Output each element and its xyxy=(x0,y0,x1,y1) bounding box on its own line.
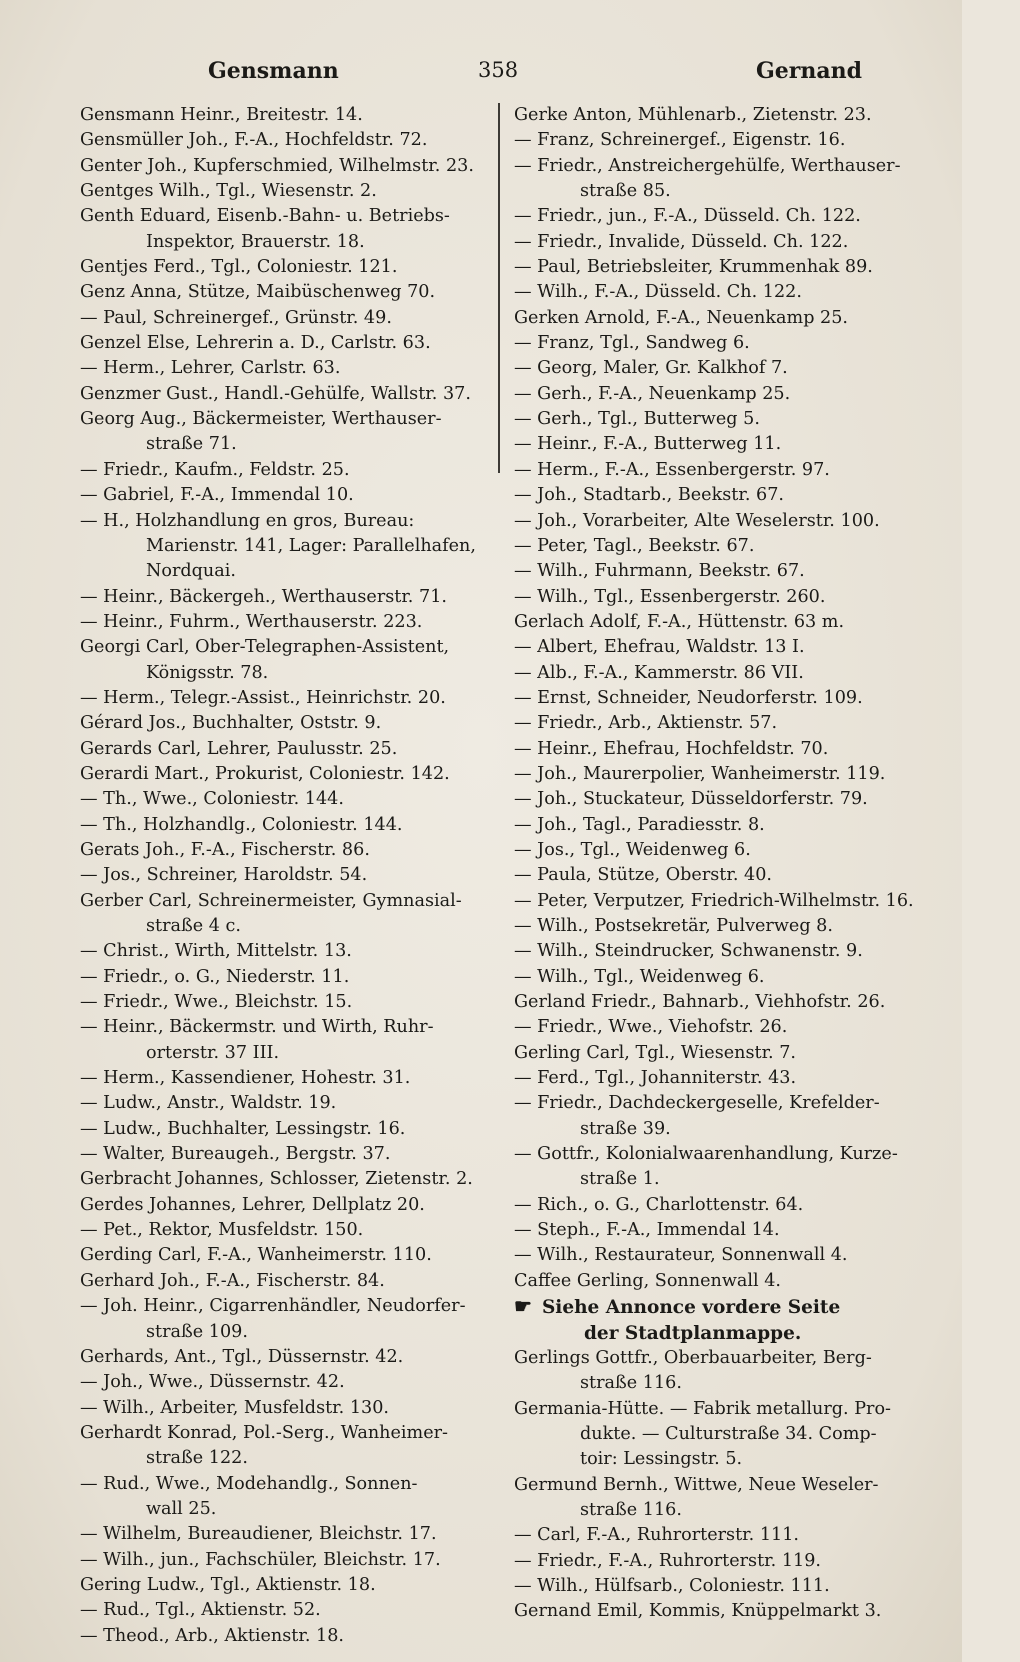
directory-entry: — Pet., Rektor, Musfeldstr. 150. xyxy=(80,1220,364,1241)
header-left-keyword: Gensmann xyxy=(208,58,339,84)
page-number: 358 xyxy=(478,58,519,82)
directory-entry: — Theod., Arb., Aktienstr. 18. xyxy=(80,1625,345,1646)
entry-continuation: straße 116. xyxy=(580,1373,682,1394)
entry-line: — Joh. Heinr., Cigarrenhändler, Neudorfer- xyxy=(80,1296,466,1317)
directory-entry: — Jos., Tgl., Weidenweg 6. xyxy=(514,839,751,860)
directory-entry: — Friedr., Arb., Aktienstr. 57. xyxy=(514,713,778,734)
directory-entry: Caffee Gerling, Sonnenwall 4. xyxy=(514,1270,782,1291)
entry-line: — Friedr., Anstreichergehülfe, Werthauser- xyxy=(514,155,901,176)
directory-entry: — Friedr., Wwe., Bleichstr. 15. xyxy=(80,992,353,1013)
directory-entry: — Joh., Stadtarb., Beekstr. 67. xyxy=(514,485,784,506)
directory-entry: Gering Ludw., Tgl., Aktienstr. 18. xyxy=(80,1574,376,1595)
directory-entry xyxy=(80,1472,485,1523)
directory-entry: — Franz, Tgl., Sandweg 6. xyxy=(514,333,750,354)
directory-entry: — Joh., Tagl., Paradiesstr. 8. xyxy=(514,814,765,835)
entry-line: — Friedr., Dachdeckergeselle, Krefelder- xyxy=(514,1093,880,1114)
directory-entry xyxy=(514,1346,926,1397)
entry-continuation: straße 71. xyxy=(146,434,237,455)
directory-entry: — Wilh., Tgl., Weidenweg 6. xyxy=(514,966,765,987)
directory-entry: — Wilh., Restaurateur, Sonnenwall 4. xyxy=(514,1245,848,1266)
directory-entry xyxy=(80,1421,485,1472)
directory-entry: Gerdes Johannes, Lehrer, Dellplatz 20. xyxy=(80,1194,425,1215)
directory-entry xyxy=(80,509,485,585)
entry-line: Gerber Carl, Schreinermeister, Gymnasial- xyxy=(80,890,462,911)
entry-continuation: straße 39. xyxy=(580,1118,671,1139)
directory-entry: — Steph., F.-A., Immendal 14. xyxy=(514,1220,780,1241)
directory-entry: Gerhards, Ant., Tgl., Düssernstr. 42. xyxy=(80,1346,404,1367)
directory-entry: — Friedr., F.-A., Ruhrorterstr. 119. xyxy=(514,1550,821,1571)
directory-entry: Gentjes Ferd., Tgl., Coloniestr. 121. xyxy=(80,257,398,278)
directory-entry: — Georg, Maler, Gr. Kalkhof 7. xyxy=(514,358,788,379)
directory-entry: — Wilh., Arbeiter, Musfeldstr. 130. xyxy=(80,1397,390,1418)
directory-entry: — Joh., Wwe., Düssernstr. 42. xyxy=(80,1372,345,1393)
directory-entry xyxy=(514,1473,926,1524)
directory-entry: — Heinr., Bäckergeh., Werthauserstr. 71. xyxy=(80,586,447,607)
directory-entry: — Ernst, Schneider, Neudorferstr. 109. xyxy=(514,687,863,708)
directory-entry xyxy=(514,1397,926,1473)
directory-entry: — Friedr., Kaufm., Feldstr. 25. xyxy=(80,459,350,480)
annonce-notice xyxy=(514,1294,926,1346)
directory-entry: — Wilh., Postsekretär, Pulverweg 8. xyxy=(514,916,833,936)
directory-entry: Gerbracht Johannes, Schlosser, Zietenstr. 2. xyxy=(80,1169,473,1190)
directory-entry: — Joh., Maurerpolier, Wanheimerstr. 119. xyxy=(514,763,886,784)
directory-entry: — Walter, Bureaugeh., Bergstr. 37. xyxy=(80,1144,391,1165)
directory-entry: Genter Joh., Kupferschmied, Wilhelmstr. 23. xyxy=(80,155,474,176)
page-header xyxy=(78,58,892,94)
directory-entry: — Jos., Schreiner, Haroldstr. 54. xyxy=(80,865,368,886)
directory-entry: Gerats Joh., F.-A., Fischerstr. 86. xyxy=(80,839,370,860)
right-column-entries xyxy=(514,103,926,1294)
directory-entry: Gérard Jos., Buchhalter, Oststr. 9. xyxy=(80,713,382,734)
entry-continuation: straße 122. xyxy=(146,1448,248,1469)
entry-continuation: Inspektor, Brauerstr. 18. xyxy=(146,231,365,252)
directory-entry: — Heinr., Fuhrm., Werthauserstr. 223. xyxy=(80,611,423,632)
entry-line: — H., Holzhandlung en gros, Bureau: xyxy=(80,510,415,531)
directory-entry: — Wilh., Tgl., Essenbergerstr. 260. xyxy=(514,586,826,607)
directory-entry: — Herm., Lehrer, Carlstr. 63. xyxy=(80,358,341,379)
directory-entry: — Carl, F.-A., Ruhrorterstr. 111. xyxy=(514,1525,799,1546)
directory-entry: Genzel Else, Lehrerin a. D., Carlstr. 63. xyxy=(80,333,431,354)
entry-continuation: wall 25. xyxy=(146,1498,217,1519)
entry-continuation: Marienstr. 141, Lager: Parallelhafen, xyxy=(146,535,476,556)
directory-entry: — Wilh., Hülfsarb., Coloniestr. 111. xyxy=(514,1575,830,1596)
entry-continuation: toir: Lessingstr. 5. xyxy=(580,1449,743,1470)
directory-entry: — Wilh., Steindrucker, Schwanenstr. 9. xyxy=(514,941,863,962)
directory-entry: — Gabriel, F.-A., Immendal 10. xyxy=(80,485,354,506)
directory-entry: — Ferd., Tgl., Johanniterstr. 43. xyxy=(514,1068,797,1089)
entry-line: Georgi Carl, Ober-Telegraphen-Assistent, xyxy=(80,637,450,658)
notice-line-2: der Stadtplanmappe. xyxy=(584,1322,802,1344)
header-right-keyword: Gernand xyxy=(755,58,862,84)
directory-entry: — Heinr., F.-A., Butterweg 11. xyxy=(514,434,782,455)
entry-line: Germund Bernh., Wittwe, Neue Weseler- xyxy=(514,1474,879,1495)
directory-entry: — Peter, Tagl., Beekstr. 67. xyxy=(514,535,755,556)
notice-line-1: Siehe Annonce vordere Seite xyxy=(541,1297,841,1319)
directory-entry: — Th., Wwe., Coloniestr. 144. xyxy=(80,789,344,810)
directory-entry: — Rud., Tgl., Aktienstr. 52. xyxy=(80,1600,321,1621)
directory-entry: — Heinr., Ehefrau, Hochfeldstr. 70. xyxy=(514,738,829,759)
entry-line: — Gottfr., Kolonialwaarenhandlung, Kurze- xyxy=(514,1144,898,1165)
pointing-hand-icon: ☛ xyxy=(514,1294,532,1319)
entry-continuation: dukte. — Culturstraße 34. Comp- xyxy=(580,1423,877,1444)
directory-entry: Gensmüller Joh., F.-A., Hochfeldstr. 72. xyxy=(80,130,428,151)
directory-entry: — Albert, Ehefrau, Waldstr. 13 I. xyxy=(514,637,805,658)
directory-entry: — Friedr., Wwe., Viehofstr. 26. xyxy=(514,1017,788,1038)
directory-entry xyxy=(514,1091,926,1142)
directory-entry: — Peter, Verputzer, Friedrich-Wilhelmstr. 16. xyxy=(514,890,914,911)
directory-entry: Gerding Carl, F.-A., Wanheimerstr. 110. xyxy=(80,1245,432,1266)
directory-entry xyxy=(514,154,926,205)
directory-entry: — Franz, Schreinergef., Eigenstr. 16. xyxy=(514,130,846,151)
directory-entry: — Wilhelm, Bureaudiener, Bleichstr. 17. xyxy=(80,1524,437,1545)
directory-entry: Gerlach Adolf, F.-A., Hüttenstr. 63 m. xyxy=(514,611,845,632)
directory-entry: Gerhard Joh., F.-A., Fischerstr. 84. xyxy=(80,1270,385,1291)
entry-continuation: straße 116. xyxy=(580,1499,682,1520)
directory-entry: Gerards Carl, Lehrer, Paulusstr. 25. xyxy=(80,738,398,759)
directory-entry: Gentges Wilh., Tgl., Wiesenstr. 2. xyxy=(80,181,377,202)
directory-entry: — Gerh., F.-A., Neuenkamp 25. xyxy=(514,383,791,404)
right-column-entries-after xyxy=(514,1346,926,1625)
directory-entry: — Ludw., Buchhalter, Lessingstr. 16. xyxy=(80,1118,406,1139)
entry-line: Gerhardt Konrad, Pol.-Serg., Wanheimer- xyxy=(80,1422,448,1443)
entry-line: Georg Aug., Bäckermeister, Werthauser- xyxy=(80,409,442,430)
directory-entry xyxy=(80,889,485,940)
directory-entry: — Rich., o. G., Charlottenstr. 64. xyxy=(514,1194,804,1215)
entry-continuation: orterstr. 37 III. xyxy=(146,1042,280,1063)
directory-entry xyxy=(80,1294,485,1345)
directory-entry xyxy=(80,407,485,458)
directory-entry: Genz Anna, Stütze, Maibüschenweg 70. xyxy=(80,282,436,303)
directory-entry: Gerardi Mart., Prokurist, Coloniestr. 142. xyxy=(80,763,450,784)
directory-entry: — Th., Holzhandlg., Coloniestr. 144. xyxy=(80,814,403,835)
entry-line: — Rud., Wwe., Modehandlg., Sonnen- xyxy=(80,1473,418,1494)
directory-entry: — Joh., Stuckateur, Düsseldorferstr. 79. xyxy=(514,789,868,810)
entry-continuation: Königsstr. 78. xyxy=(146,662,269,683)
directory-entry: Gerling Carl, Tgl., Wiesenstr. 7. xyxy=(514,1042,797,1063)
entry-continuation: straße 1. xyxy=(580,1169,660,1190)
column-divider xyxy=(498,103,500,473)
directory-entry xyxy=(80,204,485,255)
directory-entry: — Paul, Betriebsleiter, Krummenhak 89. xyxy=(514,257,873,278)
entry-line: — Heinr., Bäckermstr. und Wirth, Ruhr- xyxy=(80,1017,434,1038)
directory-entry: — Wilh., Fuhrmann, Beekstr. 67. xyxy=(514,561,805,582)
directory-entry xyxy=(80,635,485,686)
directory-entry: — Paul, Schreinergef., Grünstr. 49. xyxy=(80,307,392,328)
directory-entry xyxy=(80,1015,485,1066)
entry-line: Genth Eduard, Eisenb.-Bahn- u. Betriebs- xyxy=(80,206,450,227)
entry-line: Gerlings Gottfr., Oberbauarbeiter, Berg- xyxy=(514,1347,872,1368)
directory-entry: — Ludw., Anstr., Waldstr. 19. xyxy=(80,1093,337,1114)
directory-entry: — Friedr., o. G., Niederstr. 11. xyxy=(80,966,350,987)
entry-continuation: straße 85. xyxy=(580,181,671,202)
directory-entry: Gerken Arnold, F.-A., Neuenkamp 25. xyxy=(514,307,849,328)
entry-continuation: Nordquai. xyxy=(146,561,236,582)
directory-entry: — Gerh., Tgl., Butterweg 5. xyxy=(514,409,760,430)
directory-entry: — Joh., Vorarbeiter, Alte Weselerstr. 100. xyxy=(514,510,880,531)
directory-entry: — Herm., Telegr.-Assist., Heinrichstr. 20. xyxy=(80,687,446,708)
directory-entry: Gernand Emil, Kommis, Knüppelmarkt 3. xyxy=(514,1601,882,1622)
directory-entry: Gerke Anton, Mühlenarb., Zietenstr. 23. xyxy=(514,105,872,125)
directory-entry: — Alb., F.-A., Kammerstr. 86 VII. xyxy=(514,662,804,683)
directory-entry: — Christ., Wirth, Mittelstr. 13. xyxy=(80,941,352,962)
directory-entry: — Friedr., jun., F.-A., Düsseld. Ch. 122. xyxy=(514,206,861,227)
directory-entry: — Paula, Stütze, Oberstr. 40. xyxy=(514,865,772,886)
directory-entry: Gensmann Heinr., Breitestr. 14. xyxy=(80,105,363,125)
entry-continuation: straße 109. xyxy=(146,1321,248,1342)
directory-entry: Gerland Friedr., Bahnarb., Viehhofstr. 26. xyxy=(514,992,886,1013)
entry-continuation: straße 4 c. xyxy=(146,916,241,936)
left-column xyxy=(80,103,485,1649)
directory-entry: — Wilh., jun., Fachschüler, Bleichstr. 17. xyxy=(80,1549,441,1570)
directory-entry: — Friedr., Invalide, Düsseld. Ch. 122. xyxy=(514,231,849,252)
entry-line: Germania-Hütte. — Fabrik metallurg. Pro- xyxy=(514,1398,891,1419)
directory-entry: — Wilh., F.-A., Düsseld. Ch. 122. xyxy=(514,282,802,303)
directory-entry xyxy=(514,1142,926,1193)
directory-entry: Genzmer Gust., Handl.-Gehülfe, Wallstr. 37. xyxy=(80,383,471,404)
directory-entry: — Herm., F.-A., Essenbergerstr. 97. xyxy=(514,459,830,480)
directory-entry: — Herm., Kassendiener, Hohestr. 31. xyxy=(80,1068,411,1089)
right-column xyxy=(514,103,926,1625)
